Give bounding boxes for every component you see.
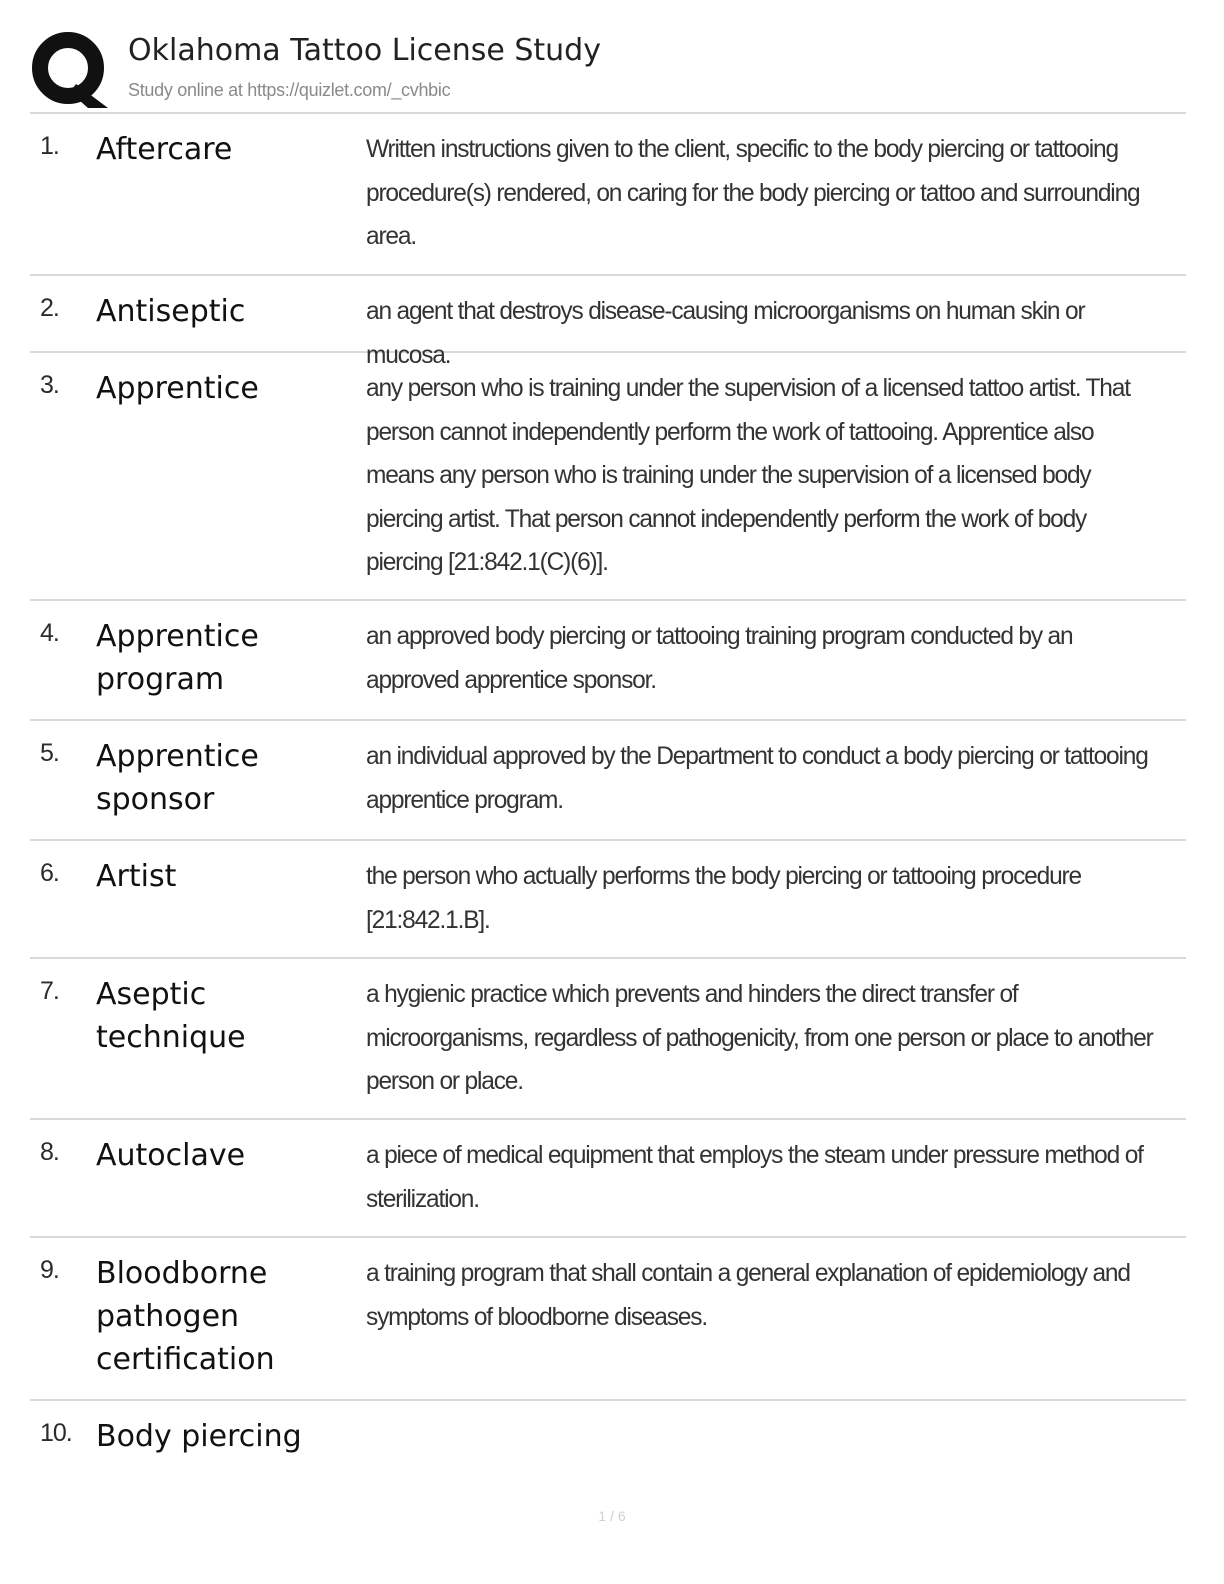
term-number: 6. [40, 859, 59, 887]
term-number: 1. [40, 132, 59, 160]
term-name: Body piercing [96, 1419, 302, 1454]
term-name: Artist [96, 859, 177, 894]
term-definition: the person who actually performs the body piercing or tattooing procedure [21:842.1.B]. [366, 862, 1081, 934]
term-number: 8. [40, 1138, 59, 1166]
term-name: Autoclave [96, 1138, 246, 1173]
term-definition: a hygienic practice which prevents and hinders the direct transfer of microorganisms, regardless of pathogenicity, from one person or place to another person or place. [366, 980, 1153, 1095]
term-number: 5. [40, 739, 59, 767]
term-definition: a piece of medical equipment that employs the steam under pressure method of sterilization. [366, 1141, 1143, 1213]
term-list [30, 114, 1186, 1476]
document-title: Oklahoma Tattoo License Study [128, 33, 601, 68]
term-row [30, 1401, 1186, 1476]
page-header [30, 30, 1186, 114]
term-definition: an individual approved by the Department to conduct a body piercing or tattooing apprentice program. [366, 742, 1148, 814]
term-name: Aftercare [96, 132, 233, 167]
term-number: 9. [40, 1256, 59, 1284]
term-row [30, 721, 1186, 841]
term-number: 3. [40, 371, 59, 399]
term-row [30, 601, 1186, 721]
page-indicator: 1 / 6 [598, 1508, 626, 1524]
term-name: Apprentice program [96, 619, 259, 697]
study-link[interactable]: Study online at https://quizlet.com/_cvhbic [128, 80, 451, 100]
term-row [30, 276, 1186, 369]
term-definition: a training program that shall contain a general explanation of epidemiology and symptoms of bloodborne diseases. [366, 1259, 1130, 1331]
term-row [30, 1120, 1186, 1238]
term-definition: an approved body piercing or tattooing training program conducted by an approved apprentice sponsor. [366, 622, 1073, 694]
term-row [30, 959, 1186, 1120]
term-number: 7. [40, 977, 59, 1005]
term-row [30, 114, 1186, 276]
term-number: 2. [40, 294, 59, 322]
term-name: Bloodborne pathogen certification [96, 1256, 275, 1377]
term-row [30, 1238, 1186, 1401]
term-name: Aseptic technique [96, 977, 246, 1055]
term-number: 10. [40, 1419, 72, 1447]
term-definition: an agent that destroys disease-causing microorganisms on human skin or mucosa. [366, 297, 1085, 369]
term-name: Antiseptic [96, 294, 246, 329]
term-definition: Written instructions given to the client, specific to the body piercing or tattooing procedure(s) rendered, on caring for the body piercing or tattoo and surrounding area. [366, 135, 1140, 250]
quizlet-logo-icon [30, 30, 110, 110]
term-name: Apprentice sponsor [96, 739, 259, 817]
term-definition: any person who is training under the supervision of a licensed tattoo artist. That person cannot independently perform the work of tattooing. Apprentice also means any person who is training under the supervision of a licensed body piercing artist. That person cannot independently perform the work of body piercing [21:842.1(C)(6)]. [366, 374, 1130, 576]
term-name: Apprentice [96, 371, 259, 406]
term-row [30, 353, 1186, 601]
term-row [30, 841, 1186, 959]
term-number: 4. [40, 619, 59, 647]
